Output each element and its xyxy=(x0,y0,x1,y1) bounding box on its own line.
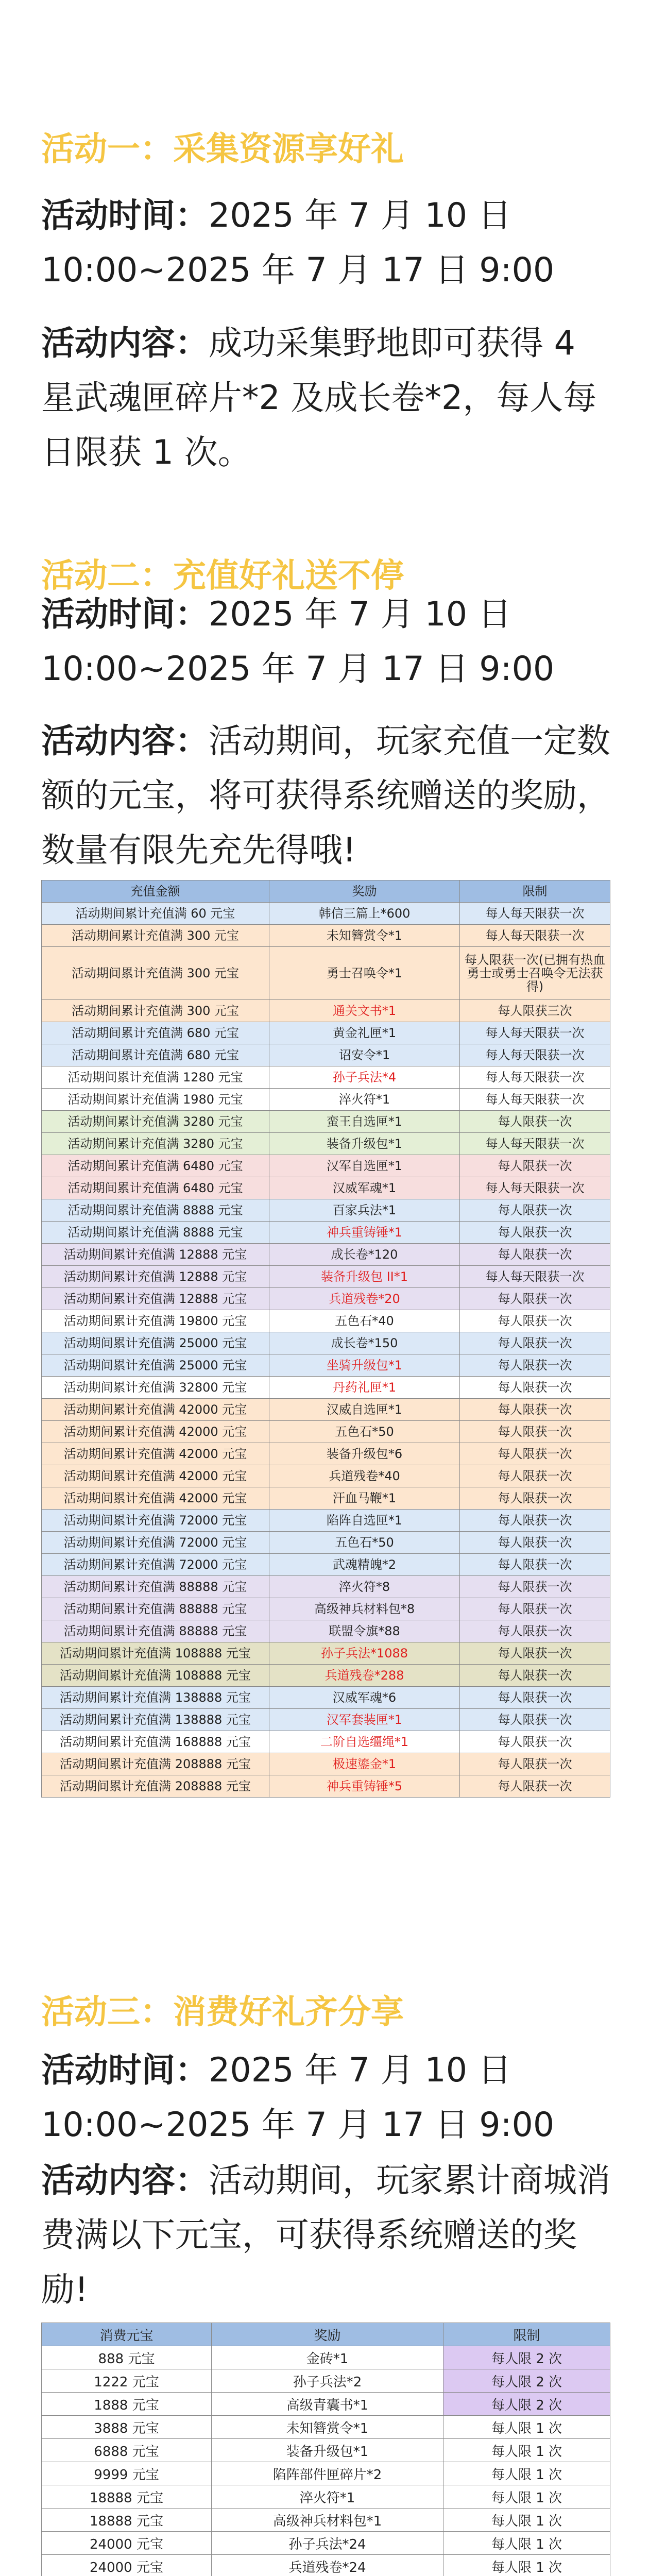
table-row xyxy=(42,1177,610,1199)
table-row xyxy=(42,2369,610,2393)
cell-limit: 每人限 2 次 xyxy=(443,2346,610,2369)
act3-time-value: 2025 年 7 月 10 日 10:00~2025 年 7 月 17 日 9:00 xyxy=(41,2051,555,2144)
cell-amount: 活动期间累计充值满 12888 元宝 xyxy=(42,1244,269,1266)
recharge-table-body xyxy=(42,903,610,1798)
table-row xyxy=(42,1443,610,1465)
cell-reward: 孙子兵法*4 xyxy=(269,1066,460,1089)
cell-reward: 黄金礼匣*1 xyxy=(269,1022,460,1044)
table-row xyxy=(42,1487,610,1510)
act2-title: 活动二：充值好礼送不停 xyxy=(41,557,404,595)
header-amount: 充值金额 xyxy=(42,880,269,903)
table-row xyxy=(42,1687,610,1709)
table-row xyxy=(42,1753,610,1775)
cell-limit: 每人限获一次 xyxy=(460,1642,610,1665)
cell-limit: 每人限获一次 xyxy=(460,1532,610,1554)
cell-reward: 未知簪赏令*1 xyxy=(269,925,460,947)
cell-limit: 每人限获一次 xyxy=(460,1155,610,1177)
cell-amount: 活动期间累计充值满 42000 元宝 xyxy=(42,1465,269,1487)
table-header-row xyxy=(42,880,610,903)
cell-amount: 活动期间累计充值满 72000 元宝 xyxy=(42,1554,269,1576)
cell-reward: 兵道残卷*40 xyxy=(269,1465,460,1487)
cell-reward: 诏安令*1 xyxy=(269,1044,460,1066)
cell-limit: 每人限获一次 xyxy=(460,1332,610,1354)
cell-amount: 活动期间累计充值满 42000 元宝 xyxy=(42,1443,269,1465)
cell-amount: 活动期间累计充值满 300 元宝 xyxy=(42,1000,269,1022)
cell-reward: 汉威军魂*6 xyxy=(269,1687,460,1709)
act2-time-label: 活动时间： xyxy=(41,595,209,634)
act2-content-value: 活动期间，玩家充值一定数额的元宝，将可获得系统赠送的奖励，数量有限先充先得哦! xyxy=(41,722,611,870)
cell-reward: 金砖*1 xyxy=(212,2346,443,2369)
cell-limit: 每人限获一次 xyxy=(460,1310,610,1332)
table-row xyxy=(42,2346,610,2369)
cell-reward: 二阶自选缰绳*1 xyxy=(269,1731,460,1753)
table-row xyxy=(42,1598,610,1620)
cell-amount: 活动期间累计充值满 12888 元宝 xyxy=(42,1266,269,1288)
cell-amount: 活动期间累计充值满 6480 元宝 xyxy=(42,1177,269,1199)
table-row xyxy=(42,1089,610,1111)
cell-amount: 活动期间累计充值满 19800 元宝 xyxy=(42,1310,269,1332)
cell-limit: 每人限获一次 xyxy=(460,1554,610,1576)
cell-reward: 五色石*40 xyxy=(269,1310,460,1332)
cell-amount: 6888 元宝 xyxy=(42,2439,212,2462)
cell-amount: 24000 元宝 xyxy=(42,2532,212,2555)
act3-content-value: 活动期间，玩家累计商城消费满以下元宝，可获得系统赠送的奖励! xyxy=(41,2161,611,2309)
table-row xyxy=(42,2509,610,2532)
cell-amount: 活动期间累计充值满 88888 元宝 xyxy=(42,1598,269,1620)
cell-reward: 兵道残卷*288 xyxy=(269,1665,460,1687)
cell-limit: 每人限 1 次 xyxy=(443,2416,610,2439)
cell-limit: 每人每天限获一次 xyxy=(460,1266,610,1288)
cell-limit: 每人限获一次 xyxy=(460,1465,610,1487)
cell-amount: 活动期间累计充值满 300 元宝 xyxy=(42,925,269,947)
cell-limit: 每人限获一次 xyxy=(460,1199,610,1222)
cell-limit: 每人每天限获一次 xyxy=(460,925,610,947)
cell-amount: 活动期间累计充值满 32800 元宝 xyxy=(42,1377,269,1399)
cell-reward: 汗血马鞭*1 xyxy=(269,1487,460,1510)
cell-limit: 每人限获一次 xyxy=(460,1753,610,1775)
act3-title: 活动三：消费好礼齐分享 xyxy=(41,1993,404,2031)
table-row xyxy=(42,2462,610,2485)
table-row xyxy=(42,1642,610,1665)
act1-time-value: 2025 年 7 月 10 日 10:00~2025 年 7 月 17 日 9:00 xyxy=(41,196,555,290)
table-row xyxy=(42,1576,610,1598)
cell-reward: 孙子兵法*24 xyxy=(212,2532,443,2555)
cell-reward: 联盟令旗*88 xyxy=(269,1620,460,1642)
cell-amount: 1222 元宝 xyxy=(42,2369,212,2393)
table-header-row xyxy=(42,2323,610,2346)
cell-reward: 勇士召唤令*1 xyxy=(269,947,460,1000)
cell-reward: 高级神兵材料包*1 xyxy=(212,2509,443,2532)
table-row xyxy=(42,2393,610,2416)
act1-content xyxy=(41,316,613,480)
cell-amount: 活动期间累计充值满 6480 元宝 xyxy=(42,1155,269,1177)
cell-amount: 活动期间累计充值满 8888 元宝 xyxy=(42,1199,269,1222)
cell-limit: 每人限 1 次 xyxy=(443,2485,610,2509)
cell-amount: 888 元宝 xyxy=(42,2346,212,2369)
table-row xyxy=(42,1620,610,1642)
act2-time xyxy=(41,587,613,697)
cell-limit: 每人限 1 次 xyxy=(443,2462,610,2485)
cell-amount: 活动期间累计充值满 680 元宝 xyxy=(42,1022,269,1044)
cell-limit: 每人限获一次 xyxy=(460,1620,610,1642)
cell-reward: 汉威军魂*1 xyxy=(269,1177,460,1199)
cell-limit: 每人每天限获一次 xyxy=(460,903,610,925)
table-row xyxy=(42,1000,610,1022)
cell-limit: 每人限获一次 xyxy=(460,1687,610,1709)
cell-amount: 活动期间累计充值满 42000 元宝 xyxy=(42,1487,269,1510)
cell-limit: 每人限获一次 xyxy=(460,1111,610,1133)
cell-amount: 活动期间累计充值满 8888 元宝 xyxy=(42,1222,269,1244)
table-row xyxy=(42,1399,610,1421)
cell-amount: 活动期间累计充值满 88888 元宝 xyxy=(42,1576,269,1598)
header-limit: 限制 xyxy=(460,880,610,903)
cell-reward: 陷阵部件匣碎片*2 xyxy=(212,2462,443,2485)
cell-reward: 淬火符*1 xyxy=(212,2485,443,2509)
header-limit: 限制 xyxy=(443,2323,610,2346)
cell-amount: 活动期间累计充值满 3280 元宝 xyxy=(42,1111,269,1133)
cell-amount: 活动期间累计充值满 1280 元宝 xyxy=(42,1066,269,1089)
cell-amount: 活动期间累计充值满 138888 元宝 xyxy=(42,1687,269,1709)
cell-reward: 神兵重铸锤*5 xyxy=(269,1775,460,1798)
table-row xyxy=(42,1044,610,1066)
cell-limit: 每人限获一次 xyxy=(460,1709,610,1731)
cell-reward: 汉军自选匣*1 xyxy=(269,1155,460,1177)
table-row xyxy=(42,947,610,1000)
table-row xyxy=(42,1465,610,1487)
table-row xyxy=(42,1332,610,1354)
cell-reward: 汉军套装匣*1 xyxy=(269,1709,460,1731)
table-row xyxy=(42,1022,610,1044)
act1-content-value: 成功采集野地即可获得 4 星武魂匣碎片*2 及成长卷*2，每人每日限获 1 次。 xyxy=(41,324,597,472)
cell-reward: 兵道残卷*24 xyxy=(212,2555,443,2576)
act3-time-label: 活动时间： xyxy=(41,2051,209,2090)
cell-limit: 每人每天限获一次 xyxy=(460,1177,610,1199)
cell-limit: 每人每天限获一次 xyxy=(460,1066,610,1089)
table-row xyxy=(42,1133,610,1155)
header-consume: 消费元宝 xyxy=(42,2323,212,2346)
cell-reward: 高级青囊书*1 xyxy=(212,2393,443,2416)
cell-reward: 装备升级包*1 xyxy=(212,2439,443,2462)
cell-reward: 装备升级包 II*1 xyxy=(269,1266,460,1288)
cell-reward: 汉威自选匣*1 xyxy=(269,1399,460,1421)
table-row xyxy=(42,1532,610,1554)
cell-reward: 成长卷*120 xyxy=(269,1244,460,1266)
cell-reward: 丹药礼匣*1 xyxy=(269,1377,460,1399)
cell-reward: 五色石*50 xyxy=(269,1532,460,1554)
table-row xyxy=(42,2485,610,2509)
cell-reward: 装备升级包*6 xyxy=(269,1443,460,1465)
cell-amount: 活动期间累计充值满 72000 元宝 xyxy=(42,1532,269,1554)
table-row xyxy=(42,1731,610,1753)
header-reward: 奖励 xyxy=(269,880,460,903)
cell-limit: 每人限获一次 xyxy=(460,1399,610,1421)
table-row xyxy=(42,1421,610,1443)
cell-limit: 每人每天限获一次 xyxy=(460,1089,610,1111)
table-row xyxy=(42,1775,610,1798)
act2-content-label: 活动内容： xyxy=(41,722,209,760)
cell-limit: 每人限获一次 xyxy=(460,1665,610,1687)
cell-reward: 兵道残卷*20 xyxy=(269,1288,460,1310)
cell-reward: 蛮王自选匣*1 xyxy=(269,1111,460,1133)
table-row xyxy=(42,1709,610,1731)
cell-limit: 每人限 1 次 xyxy=(443,2439,610,2462)
table-row xyxy=(42,925,610,947)
cell-amount: 24000 元宝 xyxy=(42,2555,212,2576)
cell-limit: 每人限获一次(已拥有热血勇士或勇士召唤令无法获得) xyxy=(460,947,610,1000)
cell-amount: 1888 元宝 xyxy=(42,2393,212,2416)
table-row xyxy=(42,1222,610,1244)
act2-time-value: 2025 年 7 月 10 日 10:00~2025 年 7 月 17 日 9:00 xyxy=(41,595,555,688)
consume-table-body xyxy=(42,2346,610,2576)
cell-amount: 活动期间累计充值满 1980 元宝 xyxy=(42,1089,269,1111)
cell-amount: 活动期间累计充值满 208888 元宝 xyxy=(42,1775,269,1798)
cell-reward: 成长卷*150 xyxy=(269,1332,460,1354)
cell-amount: 活动期间累计充值满 25000 元宝 xyxy=(42,1354,269,1377)
cell-reward: 淬火符*1 xyxy=(269,1089,460,1111)
consume-reward-table xyxy=(41,2323,610,2576)
table-row xyxy=(42,903,610,925)
cell-reward: 武魂精魄*2 xyxy=(269,1554,460,1576)
cell-amount: 活动期间累计充值满 60 元宝 xyxy=(42,903,269,925)
cell-limit: 每人限获一次 xyxy=(460,1576,610,1598)
cell-reward: 五色石*50 xyxy=(269,1421,460,1443)
cell-limit: 每人限获一次 xyxy=(460,1288,610,1310)
table-row xyxy=(42,1066,610,1089)
table-row xyxy=(42,1554,610,1576)
cell-limit: 每人限获一次 xyxy=(460,1775,610,1798)
cell-limit: 每人限 2 次 xyxy=(443,2369,610,2393)
cell-limit: 每人限获一次 xyxy=(460,1731,610,1753)
cell-amount: 活动期间累计充值满 208888 元宝 xyxy=(42,1753,269,1775)
cell-limit: 每人限获一次 xyxy=(460,1487,610,1510)
table-row xyxy=(42,1244,610,1266)
cell-reward: 百家兵法*1 xyxy=(269,1199,460,1222)
cell-amount: 活动期间累计充值满 72000 元宝 xyxy=(42,1510,269,1532)
cell-reward: 装备升级包*1 xyxy=(269,1133,460,1155)
cell-limit: 每人限 2 次 xyxy=(443,2393,610,2416)
cell-limit: 每人限获三次 xyxy=(460,1000,610,1022)
table-row xyxy=(42,1199,610,1222)
act1-title: 活动一：采集资源享好礼 xyxy=(41,130,404,168)
table-row xyxy=(42,1288,610,1310)
table-row xyxy=(42,1310,610,1332)
act2-content xyxy=(41,714,613,878)
recharge-reward-table xyxy=(41,880,610,1798)
cell-limit: 每人限获一次 xyxy=(460,1443,610,1465)
table-row xyxy=(42,2416,610,2439)
cell-amount: 9999 元宝 xyxy=(42,2462,212,2485)
cell-reward: 未知簪赏令*1 xyxy=(212,2416,443,2439)
act3-content-label: 活动内容： xyxy=(41,2161,209,2200)
cell-amount: 3888 元宝 xyxy=(42,2416,212,2439)
cell-limit: 每人限 1 次 xyxy=(443,2509,610,2532)
act3-content xyxy=(41,2154,613,2317)
cell-limit: 每人限获一次 xyxy=(460,1354,610,1377)
table-row xyxy=(42,1155,610,1177)
table-row xyxy=(42,1266,610,1288)
cell-limit: 每人每天限获一次 xyxy=(460,1133,610,1155)
cell-amount: 活动期间累计充值满 168888 元宝 xyxy=(42,1731,269,1753)
cell-amount: 活动期间累计充值满 680 元宝 xyxy=(42,1044,269,1066)
cell-amount: 活动期间累计充值满 88888 元宝 xyxy=(42,1620,269,1642)
cell-limit: 每人限获一次 xyxy=(460,1222,610,1244)
cell-limit: 每人限获一次 xyxy=(460,1598,610,1620)
cell-amount: 活动期间累计充值满 25000 元宝 xyxy=(42,1332,269,1354)
cell-limit: 每人限获一次 xyxy=(460,1510,610,1532)
cell-limit: 每人每天限获一次 xyxy=(460,1022,610,1044)
cell-amount: 活动期间累计充值满 300 元宝 xyxy=(42,947,269,1000)
table-row xyxy=(42,2532,610,2555)
table-row xyxy=(42,1111,610,1133)
cell-limit: 每人限获一次 xyxy=(460,1377,610,1399)
cell-amount: 活动期间累计充值满 3280 元宝 xyxy=(42,1133,269,1155)
cell-reward: 神兵重铸锤*1 xyxy=(269,1222,460,1244)
header-reward: 奖励 xyxy=(212,2323,443,2346)
cell-limit: 每人限 1 次 xyxy=(443,2532,610,2555)
cell-amount: 活动期间累计充值满 108888 元宝 xyxy=(42,1642,269,1665)
cell-reward: 陷阵自选匣*1 xyxy=(269,1510,460,1532)
act1-time xyxy=(41,189,613,298)
act1-content-label: 活动内容： xyxy=(41,324,209,363)
cell-amount: 活动期间累计充值满 12888 元宝 xyxy=(42,1288,269,1310)
act1-time-label: 活动时间： xyxy=(41,196,209,235)
cell-limit: 每人限获一次 xyxy=(460,1244,610,1266)
act3-time xyxy=(41,2043,613,2153)
cell-limit: 每人限 1 次 xyxy=(443,2555,610,2576)
table-row xyxy=(42,1510,610,1532)
cell-amount: 18888 元宝 xyxy=(42,2509,212,2532)
table-row xyxy=(42,2439,610,2462)
table-row xyxy=(42,1377,610,1399)
cell-reward: 极速鎏金*1 xyxy=(269,1753,460,1775)
cell-amount: 活动期间累计充值满 42000 元宝 xyxy=(42,1399,269,1421)
cell-reward: 通关文书*1 xyxy=(269,1000,460,1022)
table-row xyxy=(42,1354,610,1377)
cell-amount: 18888 元宝 xyxy=(42,2485,212,2509)
cell-reward: 韩信三篇上*600 xyxy=(269,903,460,925)
table-row xyxy=(42,1665,610,1687)
cell-amount: 活动期间累计充值满 42000 元宝 xyxy=(42,1421,269,1443)
cell-reward: 孙子兵法*2 xyxy=(212,2369,443,2393)
table-row xyxy=(42,2555,610,2576)
cell-amount: 活动期间累计充值满 108888 元宝 xyxy=(42,1665,269,1687)
cell-reward: 孙子兵法*1088 xyxy=(269,1642,460,1665)
cell-limit: 每人限获一次 xyxy=(460,1421,610,1443)
cell-reward: 淬火符*8 xyxy=(269,1576,460,1598)
cell-amount: 活动期间累计充值满 138888 元宝 xyxy=(42,1709,269,1731)
cell-limit: 每人每天限获一次 xyxy=(460,1044,610,1066)
cell-reward: 坐骑升级包*1 xyxy=(269,1354,460,1377)
cell-reward: 高级神兵材料包*8 xyxy=(269,1598,460,1620)
